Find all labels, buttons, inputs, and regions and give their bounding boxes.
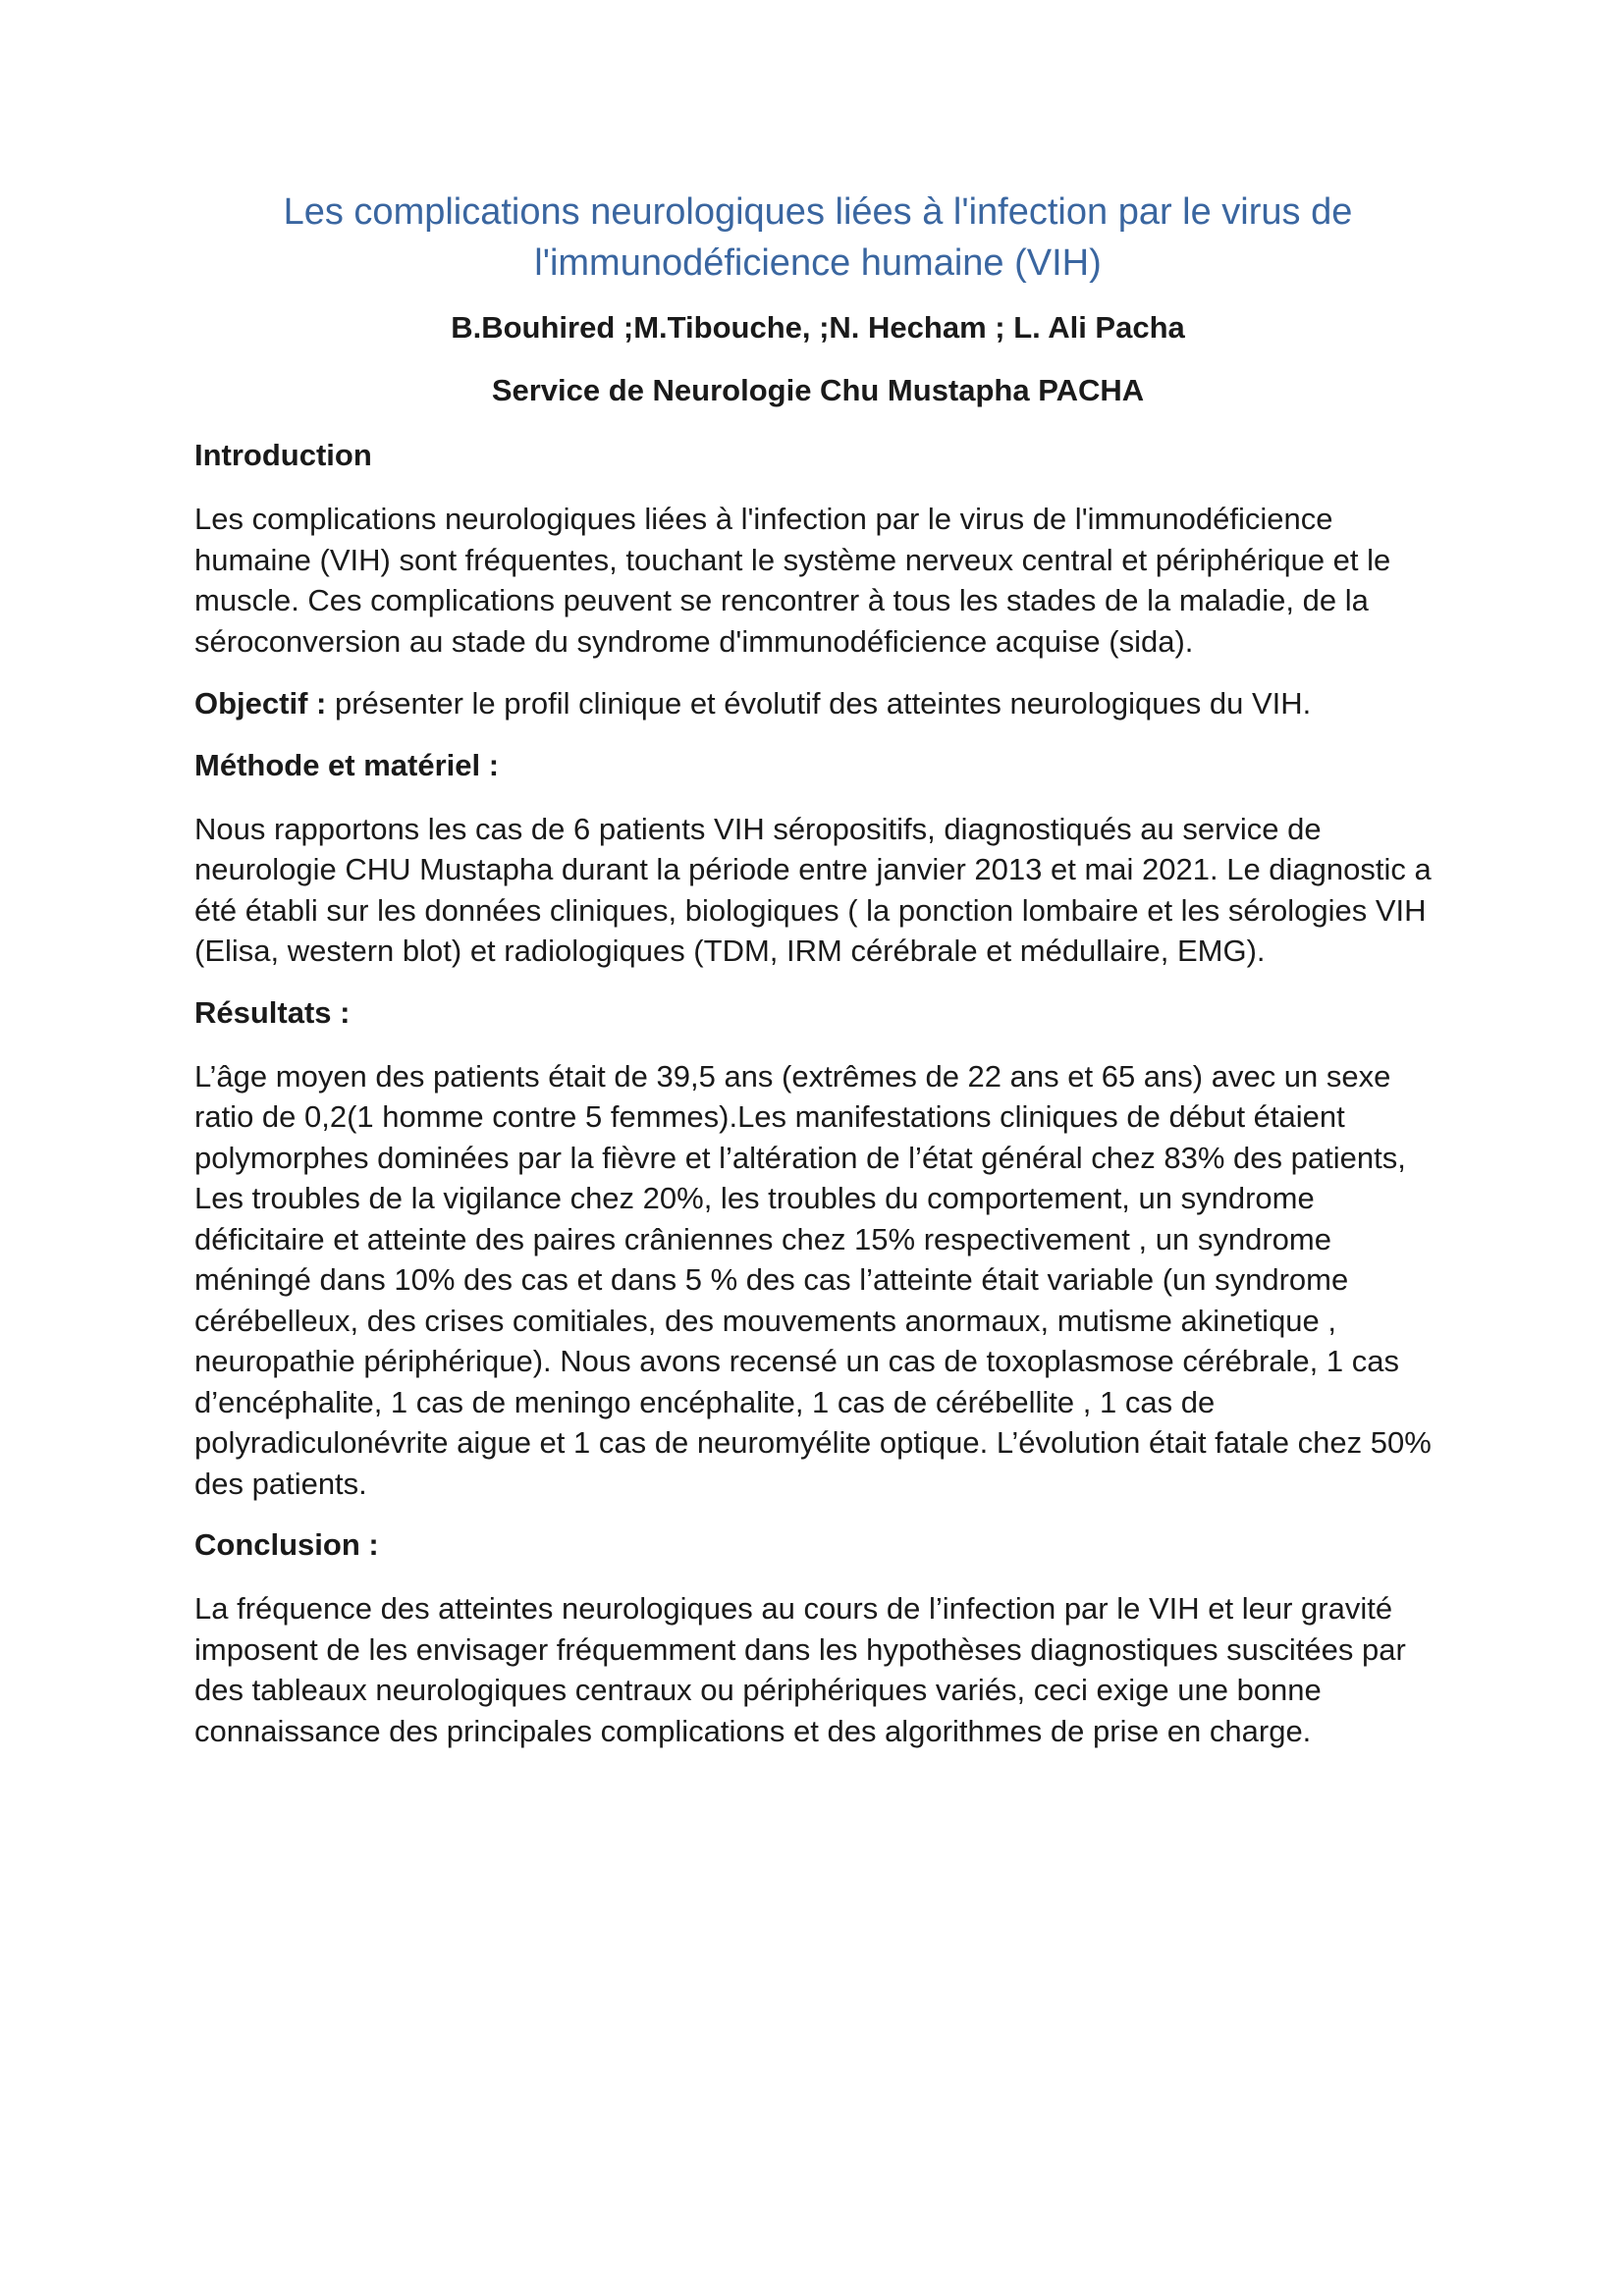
- introduction-text: Les complications neurologiques liées à l'infection par le virus de l'immunodéficience humaine (VIH) sont fréquentes, touchant le système nerveux central et périphérique et le muscle. Ces complications peuvent se rencontrer à tous les stades de la maladie, de la séroconversion au stade du syndrome d'immunodéficience acquise (sida).: [194, 502, 1391, 659]
- resultats-text: L’âge moyen des patients était de 39,5 ans (extrêmes de 22 ans et 65 ans) avec un sexe ratio de 0,2(1 homme contre 5 femmes).Les manifestations cliniques de début étaient polymorphes dominées par la fièvre et l’altération de l’état général chez 83% des patients, Les troubles de la vigilance chez 20%, les troubles du comportement, un syndrome déficitaire et atteinte des paires crâniennes chez 15% respectivement , un syndrome méningé dans 10% des cas et dans 5 % des cas l’atteinte était variable (un syndrome cérébelleux, des crises comitiales, des mouvements anormaux, mutisme akinetique , neuropathie périphérique). Nous avons recensé un cas de toxoplasmose cérébrale, 1 cas d’encéphalite, 1 cas de meningo encéphalite, 1 cas de cérébellite , 1 cas de polyradiculonévrite aigue et 1 cas de neuromyélite optique. L’évolution était fatale chez 50% des patients.: [194, 1058, 1432, 1501]
- objectif-label: Objectif :: [194, 686, 327, 721]
- objectif-text: présenter le profil clinique et évolutif des atteintes neurologiques du VIH.: [326, 686, 1312, 721]
- document-page: [194, 187, 1441, 1773]
- authors-line: B.Bouhired ;M.Tibouche, ;N. Hecham ; L. Ali Pacha: [451, 310, 1185, 345]
- objectif-paragraph: [194, 683, 1441, 724]
- methode-text: Nous rapportons les cas de 6 patients VIH séropositifs, diagnostiqués au service de neurologie CHU Mustapha durant la période entre janvier 2013 et mai 2021. Le diagnostic a été établi sur les données cliniques, biologiques ( la ponction lombaire et les sérologies VIH (Elisa, western blot) et radiologiques (TDM, IRM cérébrale et médullaire, EMG).: [194, 811, 1432, 968]
- document-title: Les complications neurologiques liées à l'infection par le virus de l'immunodéficience humaine (VIH): [283, 191, 1353, 284]
- introduction-heading: Introduction: [194, 438, 372, 472]
- conclusion-heading: Conclusion :: [194, 1527, 379, 1562]
- service-line: Service de Neurologie Chu Mustapha PACHA: [491, 373, 1145, 407]
- resultats-heading: Résultats :: [194, 994, 351, 1030]
- methode-heading: Méthode et matériel :: [194, 747, 500, 782]
- conclusion-text: La fréquence des atteintes neurologiques au cours de l’infection par le VIH et leur gravité imposent de les envisager fréquemment dans les hypothèses diagnostiques suscitées par des tableaux neurologiques centraux ou périphériques variés, ceci exige une bonne connaissance des principales complications et des algorithmes de prise en charge.: [194, 1591, 1406, 1748]
